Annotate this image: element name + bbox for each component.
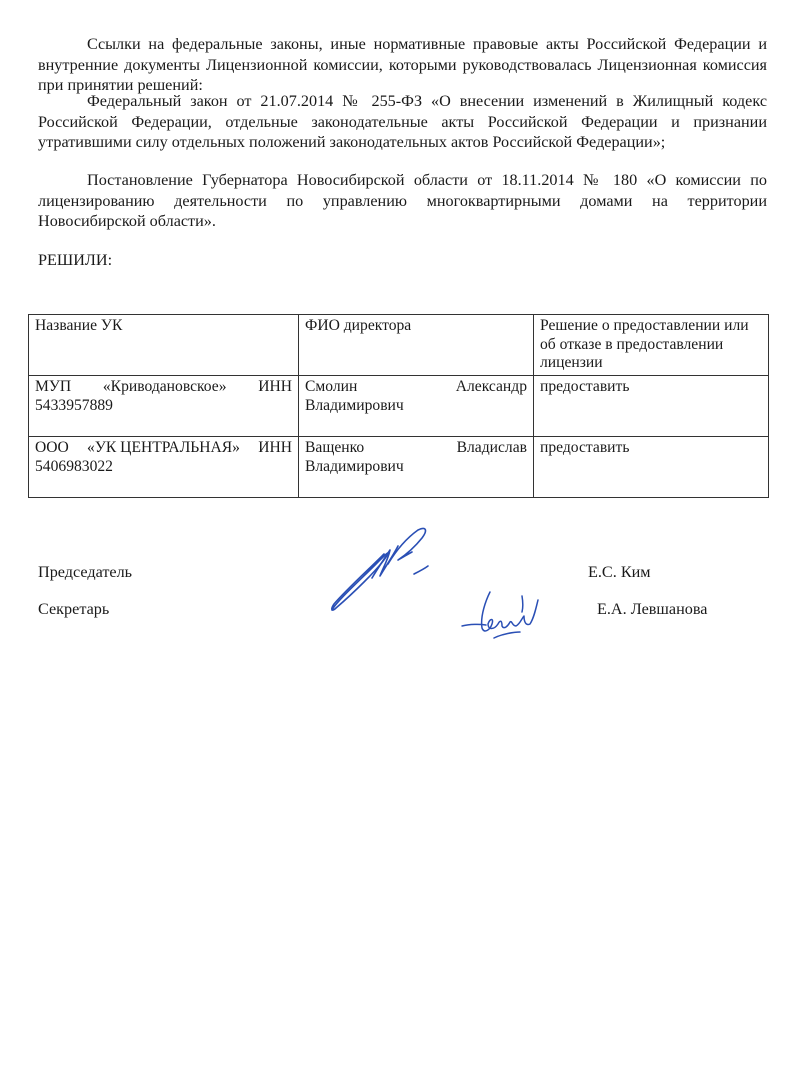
- references-intro-paragraph: [38, 34, 767, 96]
- federal-law-reference: [38, 91, 767, 153]
- company-type: ООО: [35, 439, 69, 456]
- table-header-row: [29, 315, 769, 376]
- header-director-name: ФИО директора: [299, 315, 534, 376]
- inn-label: ИНН: [258, 439, 292, 456]
- inn-label: ИНН: [258, 378, 292, 395]
- director-surname: Смолин: [305, 378, 358, 395]
- company-cell: [29, 437, 299, 498]
- table-row: [29, 437, 769, 498]
- chairman-name: Е.С. Ким: [588, 563, 651, 581]
- header-decision: Решение о предоставлении или об отказе в предоставлении лицензии: [534, 315, 769, 376]
- director-cell: [299, 376, 534, 437]
- decision-cell: предоставить: [534, 437, 769, 498]
- secretary-signature-icon: [460, 588, 548, 640]
- governor-decree-reference: [38, 170, 767, 232]
- table-row: [29, 376, 769, 437]
- chairman-signature-icon: [328, 524, 440, 614]
- chairman-role-label: Председатель: [38, 563, 133, 581]
- director-cell: [299, 437, 534, 498]
- director-first-name: Александр: [455, 378, 527, 395]
- federal-law-text: Федеральный закон от 21.07.2014 № 255-ФЗ «О внесении изменений в Жилищный кодекс Российской Федерации, отдельные законодательные акты Российской Федерации и признании утратившими силу отдельных положений законодательных актов Российской Федерации»;: [38, 92, 767, 151]
- decided-heading: РЕШИЛИ:: [38, 251, 113, 269]
- references-intro-text: Ссылки на федеральные законы, иные нормативные правовые акты Российской Федерации и внутренние документы Лицензионной комиссии, которыми руководствовалась Лицензионная комиссия при принятии решений:: [38, 35, 767, 94]
- inn-value: 5406983022: [35, 457, 113, 475]
- director-patronymic: Владимирович: [305, 457, 404, 475]
- decision-cell: предоставить: [534, 376, 769, 437]
- header-company-name: Название УК: [29, 315, 299, 376]
- inn-value: 5433957889: [35, 396, 113, 414]
- company-cell: [29, 376, 299, 437]
- company-name: «Криводановское»: [102, 378, 227, 395]
- decisions-table: [28, 314, 769, 498]
- director-first-name: Владислав: [456, 439, 527, 456]
- company-type: МУП: [35, 378, 72, 395]
- director-patronymic: Владимирович: [305, 396, 404, 414]
- company-name: «УК ЦЕНТРАЛЬНАЯ»: [87, 439, 240, 456]
- secretary-name: Е.А. Левшанова: [597, 600, 708, 618]
- director-surname: Ващенко: [305, 439, 365, 456]
- secretary-role-label: Секретарь: [38, 600, 110, 618]
- governor-decree-text: Постановление Губернатора Новосибирской области от 18.11.2014 № 180 «О комиссии по лицензированию деятельности по управлению многоквартирными домами на территории Новосибирской области».: [38, 171, 767, 230]
